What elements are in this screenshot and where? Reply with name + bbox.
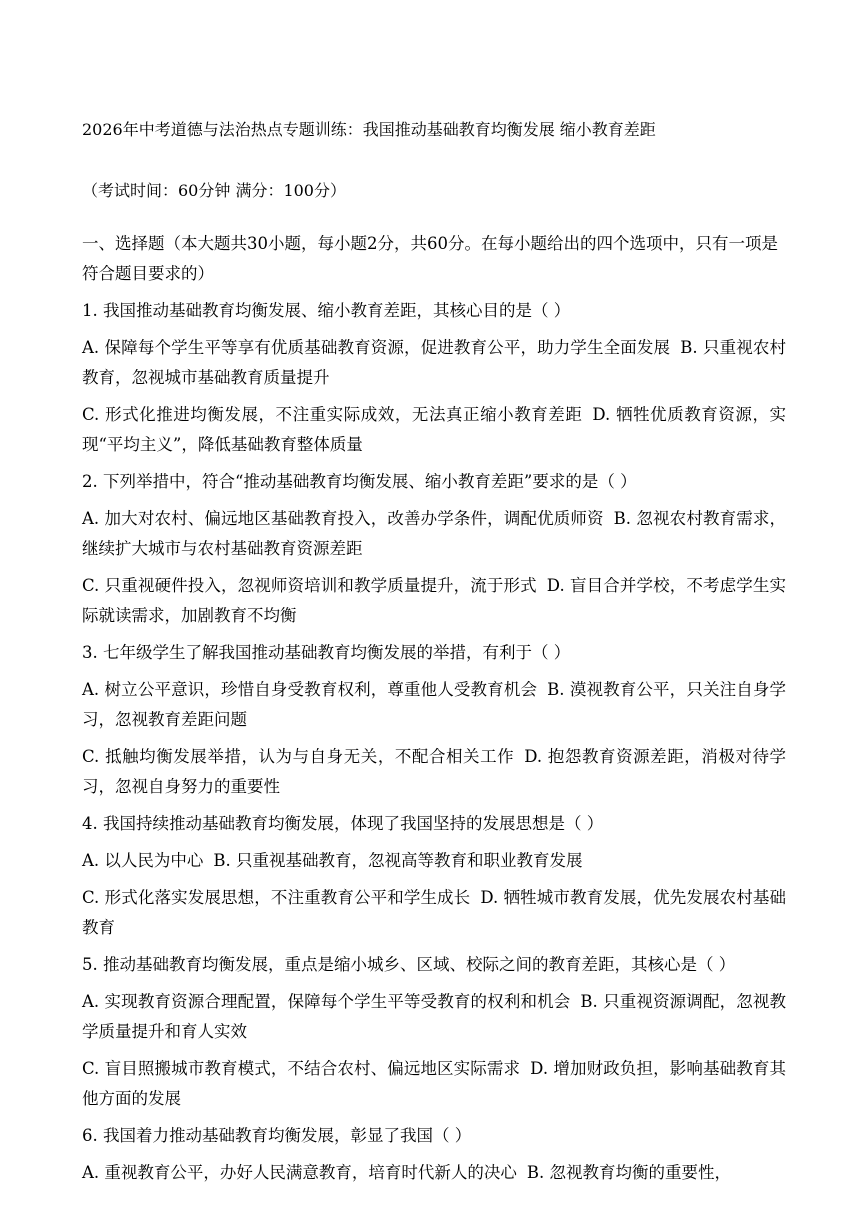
option-b: B. 忽视农村教育需求，继续扩大城市与农村基础教育资源差距 [82,509,787,558]
option-c: C. 只重视硬件投入，忽视师资培训和教学质量提升，流于形式 [82,576,537,595]
option-b: B. 忽视教育均衡的重要性， [526,1163,732,1182]
question-options-cd [82,571,786,631]
document-page [82,116,786,1188]
option-a: A. 加大对农村、偏远地区基础教育投入，改善办学条件，调配优质师资 [82,509,604,528]
option-c: C. 形式化落实发展思想，不注重教育公平和学生成长 [82,888,471,907]
section-heading: 一、选择题（本大题共30小题，每小题2分，共60分。在每小题给出的四个选项中，只有一项是符合题目要求的） [82,234,778,283]
option-a: A. 以人民为中心 [82,851,204,870]
option-a: A. 保障每个学生平等享有优质基础教育资源，促进教育公平，助力学生全面发展 [82,338,671,357]
question-options-ab [82,1158,786,1188]
question-options-cd [82,1054,786,1114]
option-d: D. 盲目合并学校，不考虑学生实际就读需求，加剧教育不均衡 [82,576,786,625]
option-b: B. 只重视农村教育，忽视城市基础教育质量提升 [82,338,787,387]
document-title: 2026年中考道德与法治热点专题训练：我国推动基础教育均衡发展 缩小教育差距 [82,120,656,139]
question-options-ab [82,504,786,564]
option-d: D. 增加财政负担，影响基础教育其他方面的发展 [82,1059,786,1108]
question-stem: 5. 推动基础教育均衡发展，重点是缩小城乡、区域、校际之间的教育差距，其核心是（ ） [82,955,736,974]
option-b: B. 只重视资源调配，忽视教学质量提升和育人实效 [82,992,786,1041]
question-options-cd [82,400,786,460]
question-options-ab [82,675,786,735]
question-options-ab [82,846,786,876]
option-d: D. 抱怨教育资源差距，消极对待学习，忽视自身努力的重要性 [82,747,786,796]
option-d: D. 牺牲城市教育发展，优先发展农村基础教育 [82,888,786,937]
option-b: B. 只重视基础教育，忽视高等教育和职业教育发展 [213,851,583,870]
exam-info: （考试时间：60分钟 满分：100分） [82,181,346,200]
option-c: C. 形式化推进均衡发展，不注重实际成效，无法真正缩小教育差距 [82,405,583,424]
option-a: A. 重视教育公平，办好人民满意教育，培育时代新人的决心 [82,1163,517,1182]
option-a: A. 树立公平意识，珍惜自身受教育权利，尊重他人受教育机会 [82,680,538,699]
option-c: C. 盲目照搬城市教育模式，不结合农村、偏远地区实际需求 [82,1059,521,1078]
question-options-cd [82,742,786,802]
question-stem: 2. 下列举措中，符合“推动基础教育均衡发展、缩小教育差距”要求的是（ ） [82,472,637,491]
question-stem: 4. 我国持续推动基础教育均衡发展，体现了我国坚持的发展思想是（ ） [82,814,604,833]
option-d: D. 牺牲优质教育资源，实现“平均主义”，降低基础教育整体质量 [82,405,786,454]
question-stem: 3. 七年级学生了解我国推动基础教育均衡发展的举措，有利于（ ） [82,643,571,662]
question-options-cd [82,883,786,943]
option-c: C. 抵触均衡发展举措，认为与自身无关，不配合相关工作 [82,747,515,766]
question-stem: 1. 我国推动基础教育均衡发展、缩小教育差距，其核心目的是（ ） [82,301,571,320]
question-stem: 6. 我国着力推动基础教育均衡发展，彰显了我国（ ） [82,1126,472,1145]
option-b: B. 漠视教育公平，只关注自身学习，忽视教育差距问题 [82,680,787,729]
question-options-ab [82,333,786,393]
option-a: A. 实现教育资源合理配置，保障每个学生平等受教育的权利和机会 [82,992,571,1011]
question-options-ab [82,987,786,1047]
